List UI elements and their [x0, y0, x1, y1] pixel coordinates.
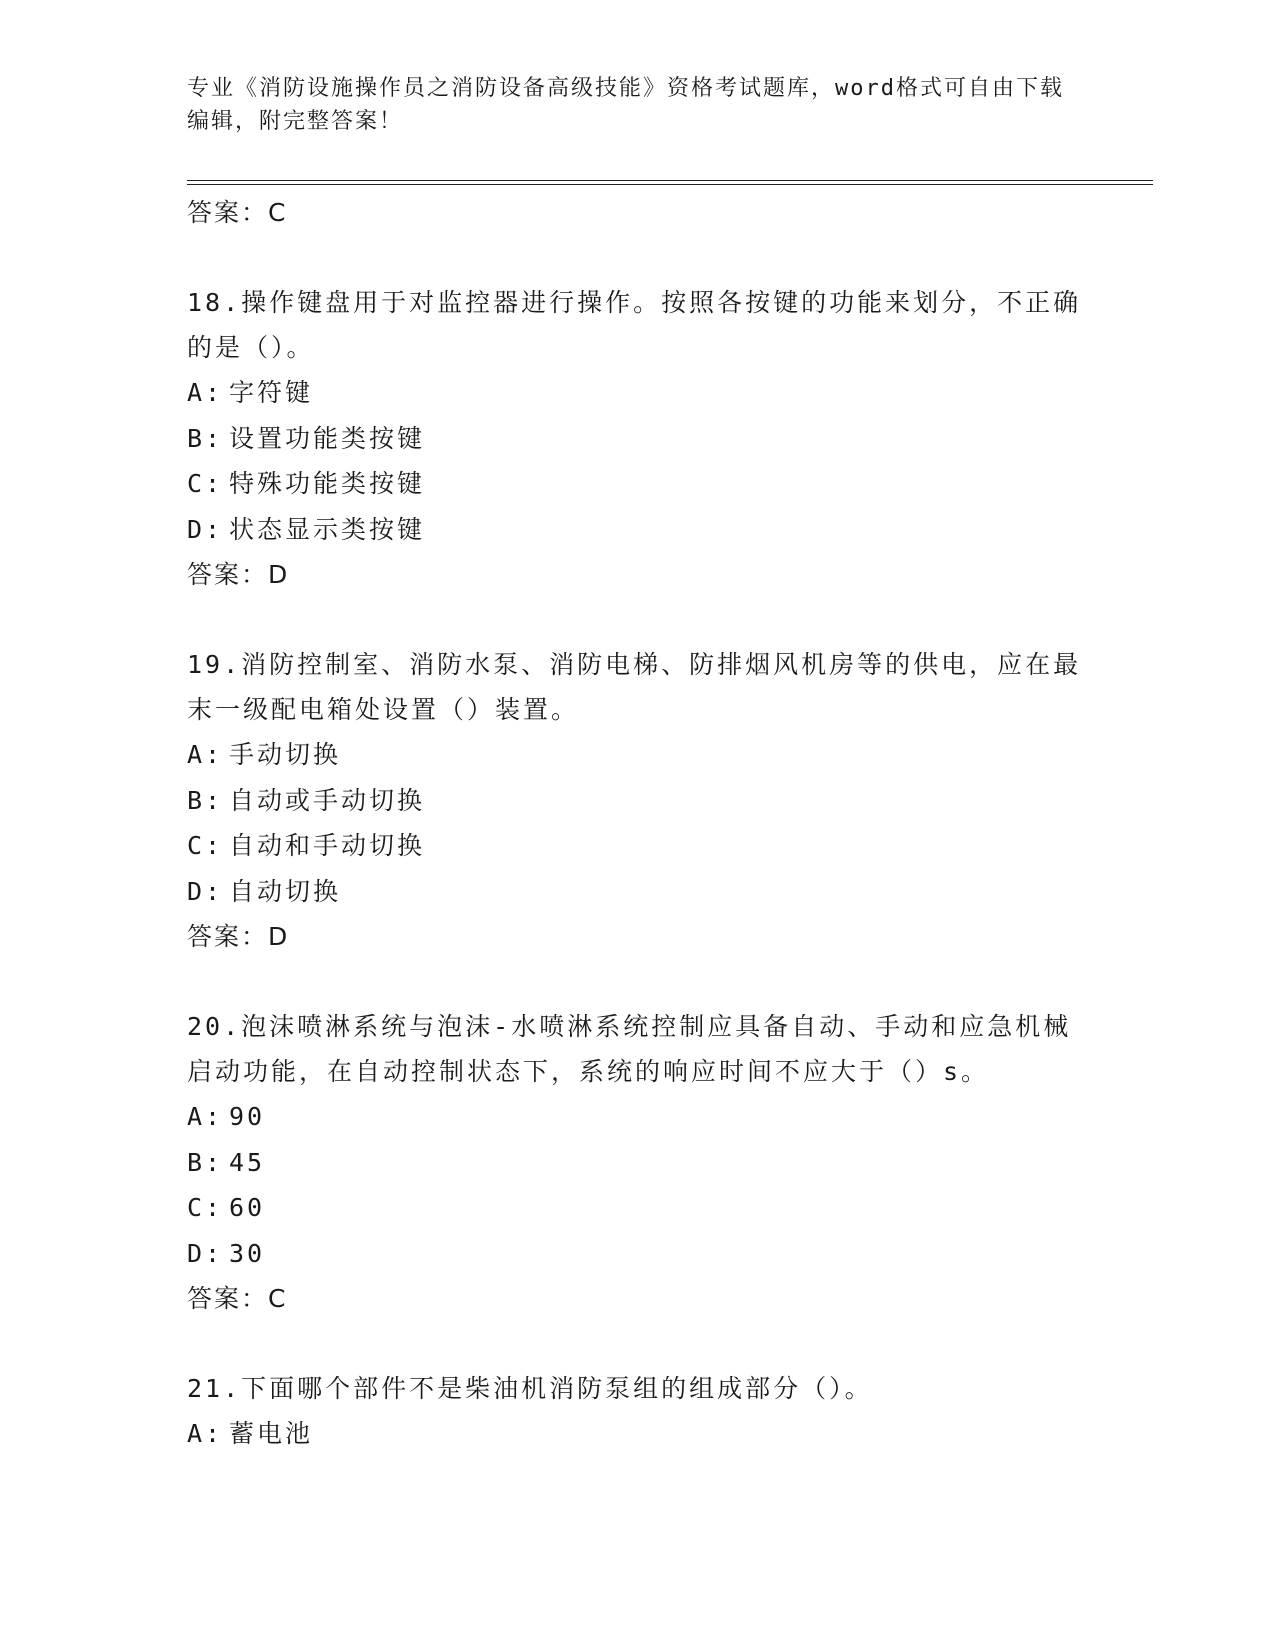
- question-stem: 20.泡沫喷淋系统与泡沫-水喷淋系统控制应具备自动、手动和应急机械启动功能，在自动控制状态下，系统的响应时间不应大于（）s。: [187, 1012, 1072, 1086]
- option-d: [187, 869, 1087, 915]
- option-text: 设置功能类按键: [229, 423, 426, 453]
- option-text: 状态显示类按键: [229, 514, 426, 544]
- option-letter: D:: [187, 1238, 224, 1268]
- question-stem: 19.消防控制室、消防水泵、消防电梯、防排烟风机房等的供电，应在最末一级配电箱处设置（）装置。: [187, 650, 1082, 724]
- option-letter: A:: [187, 740, 224, 769]
- option-c: [187, 1185, 1087, 1231]
- option-letter: A:: [187, 1419, 224, 1448]
- option-letter: B:: [187, 423, 224, 453]
- header-divider: [187, 180, 1153, 185]
- option-text: 字符键: [229, 378, 314, 407]
- option-text: 自动切换: [229, 876, 342, 906]
- option-text: 特殊功能类按键: [229, 469, 426, 498]
- option-text: 自动和手动切换: [229, 831, 426, 860]
- answer-value: D: [268, 560, 290, 589]
- question-19: [187, 642, 1087, 960]
- option-text: 蓄电池: [229, 1419, 314, 1448]
- option-b: [187, 416, 1087, 462]
- option-letter: C:: [187, 469, 224, 498]
- option-text: 45: [229, 1147, 266, 1177]
- spacer: [187, 236, 1087, 280]
- option-text: 手动切换: [229, 740, 342, 769]
- answer-line: [187, 552, 1087, 598]
- option-letter: B:: [187, 1147, 224, 1177]
- option-text: 30: [229, 1238, 266, 1268]
- option-letter: C:: [187, 831, 224, 860]
- answer-value: D: [268, 922, 290, 951]
- spacer: [187, 598, 1087, 642]
- option-c: [187, 461, 1087, 507]
- option-letter: A:: [187, 378, 224, 407]
- option-letter: D:: [187, 876, 224, 906]
- question-stem: 21.下面哪个部件不是柴油机消防泵组的组成部分（）。: [187, 1374, 873, 1403]
- option-a: [187, 1411, 1087, 1457]
- answer-value: C: [268, 1284, 288, 1313]
- question-20: [187, 1004, 1087, 1322]
- option-letter: B:: [187, 785, 224, 815]
- answer-label: 答案：: [187, 198, 269, 227]
- spacer: [187, 1322, 1087, 1366]
- option-letter: D:: [187, 514, 224, 544]
- answer-value: C: [268, 198, 288, 227]
- option-text: 60: [229, 1193, 266, 1222]
- option-d: [187, 1231, 1087, 1277]
- answer-label: 答案：: [187, 1284, 269, 1313]
- option-b: [187, 1140, 1087, 1186]
- option-c: [187, 823, 1087, 869]
- option-text: 自动或手动切换: [229, 785, 426, 815]
- option-b: [187, 778, 1087, 824]
- answer-line: [187, 1276, 1087, 1322]
- question-stem: 18.操作键盘用于对监控器进行操作。按照各按键的功能来划分，不正确的是（）。: [187, 288, 1082, 362]
- option-d: [187, 507, 1087, 553]
- answer-line: [187, 914, 1087, 960]
- page-header: [187, 72, 1087, 138]
- spacer: [187, 960, 1087, 1004]
- document-body: [187, 190, 1087, 1457]
- option-a: [187, 370, 1087, 416]
- answer-label: 答案：: [187, 922, 269, 951]
- option-letter: A:: [187, 1102, 224, 1131]
- answer-line: [187, 190, 1087, 236]
- option-a: [187, 732, 1087, 778]
- option-text: 90: [229, 1102, 266, 1131]
- option-letter: C:: [187, 1193, 224, 1222]
- option-a: [187, 1094, 1087, 1140]
- question-21: [187, 1366, 1087, 1457]
- header-text: 专业《消防设施操作员之消防设备高级技能》资格考试题库，word格式可自由下载编辑，附完整答案！: [187, 76, 1064, 134]
- question-18: [187, 280, 1087, 598]
- answer-label: 答案：: [187, 560, 269, 589]
